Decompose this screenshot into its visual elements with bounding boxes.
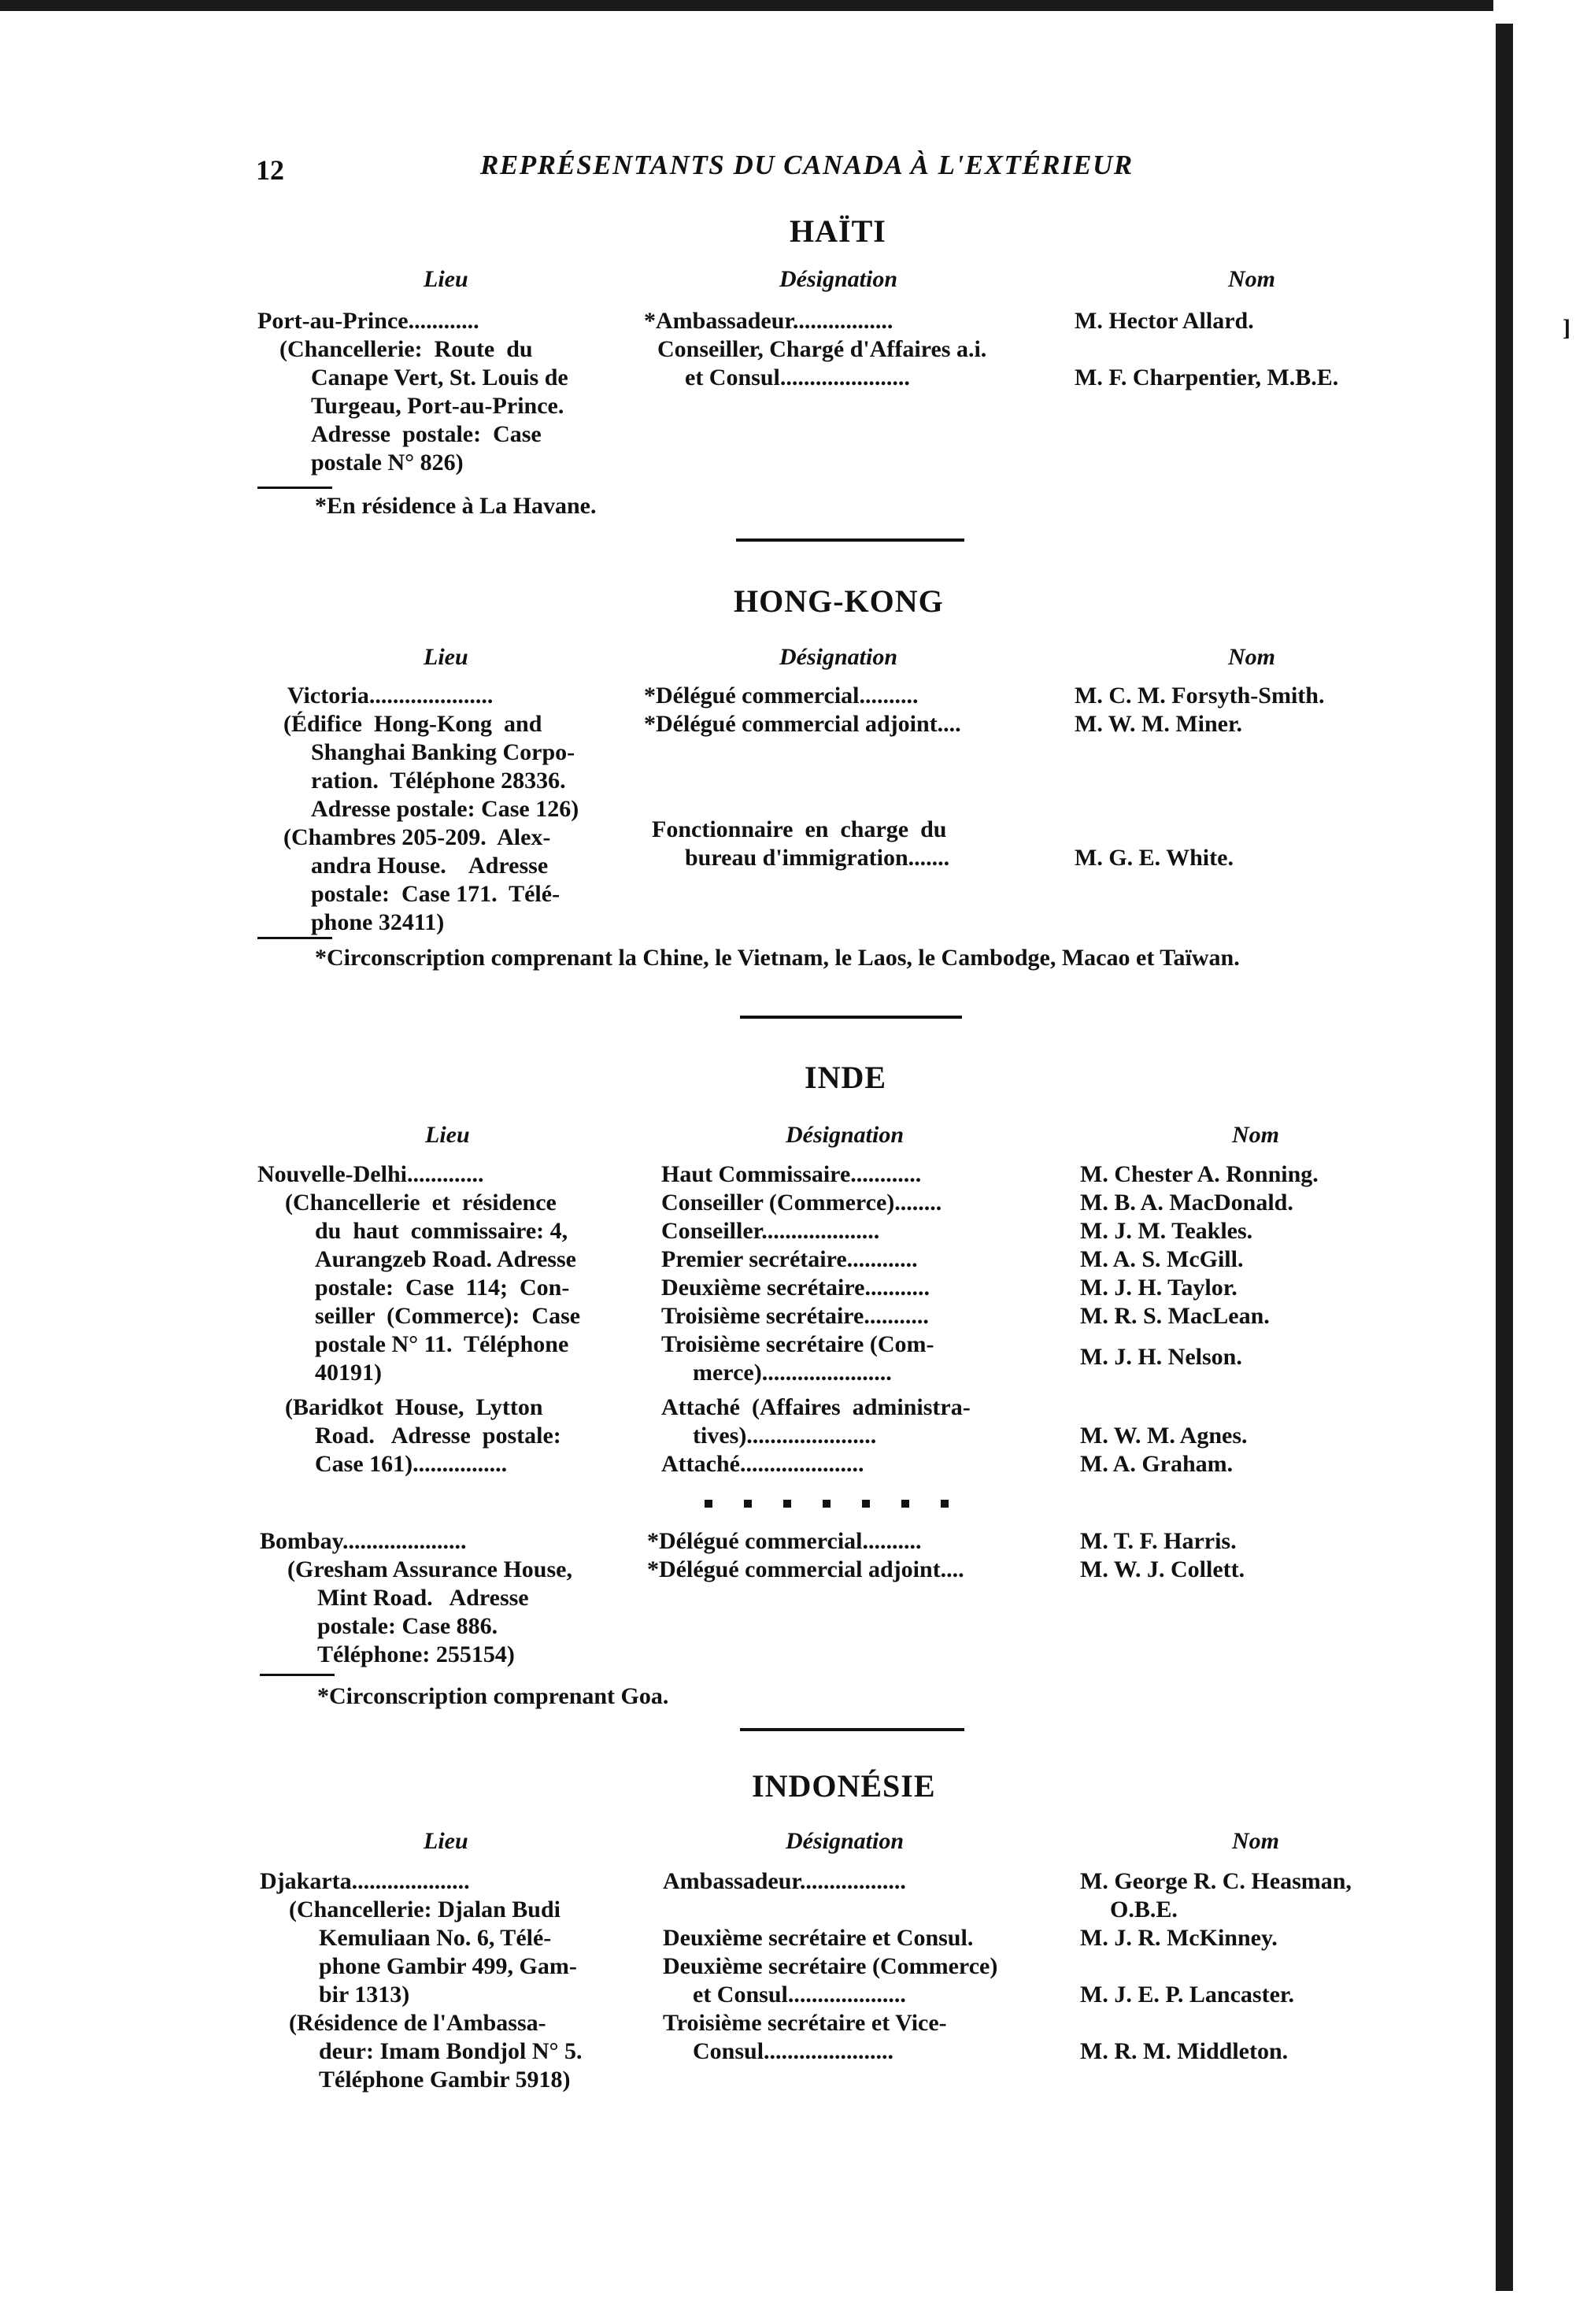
designation-line: Attaché (Affaires administra- xyxy=(661,1394,971,1420)
lieu-line: ration. Téléphone 28336. xyxy=(311,768,566,794)
nom-line: M. A. S. McGill. xyxy=(1080,1246,1244,1272)
footnote: *En résidence à La Havane. xyxy=(315,493,597,519)
lieu-line: postale: Case 114; Con- xyxy=(315,1275,570,1301)
lieu-line: (Chambres 205-209. Alex- xyxy=(283,824,551,850)
nom-line: M. G. E. White. xyxy=(1075,845,1234,871)
designation-line: Attaché..................... xyxy=(661,1451,864,1477)
column-header-designation: Désignation xyxy=(786,1122,905,1148)
column-header-nom: Nom xyxy=(1228,644,1275,670)
lieu-line: (Résidence de l'Ambassa- xyxy=(289,2010,546,2036)
column-header-designation: Désignation xyxy=(779,266,898,292)
nom-line: O.B.E. xyxy=(1110,1897,1178,1922)
designation-line: et Consul.................... xyxy=(693,1982,906,2008)
scan-binding-shadow xyxy=(1496,24,1513,2291)
designation-line: Conseiller, Chargé d'Affaires a.i. xyxy=(657,336,987,362)
nom-line: M. J. M. Teakles. xyxy=(1080,1218,1253,1244)
column-header-lieu: Lieu xyxy=(424,644,468,670)
lieu-line: Mint Road. Adresse xyxy=(317,1585,529,1611)
lieu-line: (Baridkot House, Lytton xyxy=(285,1394,543,1420)
lieu-line: Victoria..................... xyxy=(287,683,494,709)
scan-top-edge xyxy=(0,0,1576,11)
nom-line: M. F. Charpentier, M.B.E. xyxy=(1075,365,1339,390)
nom-line: M. A. Graham. xyxy=(1080,1451,1234,1477)
column-header-lieu: Lieu xyxy=(424,1828,468,1854)
lieu-line: (Chancellerie: Route du xyxy=(279,336,533,362)
designation-line: Deuxième secrétaire........... xyxy=(661,1275,930,1301)
separator-mark xyxy=(783,1500,791,1508)
nom-line: M. W. J. Collett. xyxy=(1080,1556,1245,1582)
designation-line: Conseiller (Commerce)........ xyxy=(661,1190,942,1216)
nom-line: M. J. H. Taylor. xyxy=(1080,1275,1237,1301)
nom-line: M. R. S. MacLean. xyxy=(1080,1303,1270,1329)
footnote-rule xyxy=(257,487,332,489)
separator-mark xyxy=(705,1500,712,1508)
lieu-line: seiller (Commerce): Case xyxy=(315,1303,581,1329)
designation-line: Premier secrétaire............ xyxy=(661,1246,918,1272)
designation-line: Deuxième secrétaire (Commerce) xyxy=(663,1953,998,1979)
designation-line: *Ambassadeur................. xyxy=(644,308,893,334)
section-title-haiti: HAÏTI xyxy=(790,213,886,249)
column-header-designation: Désignation xyxy=(786,1828,905,1854)
lieu-line: phone Gambir 499, Gam- xyxy=(319,1953,577,1979)
page-number: 12 xyxy=(256,154,284,186)
lieu-line: (Chancellerie: Djalan Budi xyxy=(289,1897,560,1922)
footnote: *Circonscription comprenant Goa. xyxy=(317,1683,669,1709)
nom-line: M. J. H. Nelson. xyxy=(1080,1344,1242,1370)
lieu-line: phone 32411) xyxy=(311,909,445,935)
lieu-line: Canape Vert, St. Louis de xyxy=(311,365,568,390)
lieu-line: (Chancellerie et résidence xyxy=(285,1190,557,1216)
lieu-line: (Édifice Hong-Kong and xyxy=(283,711,542,737)
nom-line: M. J. E. P. Lancaster. xyxy=(1080,1982,1294,2008)
lieu-line: andra House. Adresse xyxy=(311,853,549,879)
lieu-line: Téléphone: 255154) xyxy=(317,1641,515,1667)
lieu-line: Nouvelle-Delhi............. xyxy=(257,1161,484,1187)
designation-line: et Consul...................... xyxy=(685,365,910,390)
lieu-line: Kemuliaan No. 6, Télé- xyxy=(319,1925,552,1951)
designation-line: *Délégué commercial.......... xyxy=(647,1528,922,1554)
designation-line: *Délégué commercial adjoint.... xyxy=(647,1556,964,1582)
lieu-line: Djakarta.................... xyxy=(260,1868,470,1894)
column-header-nom: Nom xyxy=(1228,266,1275,292)
running-title: REPRÉSENTANTS DU CANADA À L'EXTÉRIEUR xyxy=(480,150,1134,180)
designation-line: Troisième secrétaire et Vice- xyxy=(663,2010,947,2036)
footnote: *Circonscription comprenant la Chine, le Vietnam, le Laos, le Cambodge, Macao et Taïwan. xyxy=(315,945,1240,971)
lieu-line: Adresse postale: Case 126) xyxy=(311,796,579,822)
column-header-designation: Désignation xyxy=(779,644,898,670)
lieu-line: (Gresham Assurance House, xyxy=(287,1556,572,1582)
footnote-rule xyxy=(257,937,332,939)
column-header-lieu: Lieu xyxy=(424,266,468,292)
section-divider xyxy=(736,538,964,542)
section-title-indonesie: INDONÉSIE xyxy=(752,1768,936,1804)
section-divider xyxy=(740,1728,964,1731)
nom-line: M. R. M. Middleton. xyxy=(1080,2038,1289,2064)
nom-line: M. B. A. MacDonald. xyxy=(1080,1190,1293,1216)
margin-mark: ] xyxy=(1563,315,1570,341)
column-header-nom: Nom xyxy=(1232,1122,1279,1148)
nom-line: M. T. F. Harris. xyxy=(1080,1528,1237,1554)
nom-line: M. W. M. Miner. xyxy=(1075,711,1243,737)
nom-line: M. C. M. Forsyth-Smith. xyxy=(1075,683,1325,709)
lieu-line: Adresse postale: Case xyxy=(311,421,542,447)
designation-line: Consul...................... xyxy=(693,2038,894,2064)
lieu-line: Road. Adresse postale: xyxy=(315,1423,561,1449)
nom-line: M. George R. C. Heasman, xyxy=(1080,1868,1352,1894)
lieu-line: Port-au-Prince............ xyxy=(257,308,479,334)
lieu-line: Shanghai Banking Corpo- xyxy=(311,739,575,765)
lieu-line: bir 1313) xyxy=(319,1982,410,2008)
lieu-line: Aurangzeb Road. Adresse xyxy=(315,1246,576,1272)
lieu-line: Turgeau, Port-au-Prince. xyxy=(311,393,564,419)
footnote-rule xyxy=(260,1674,335,1676)
lieu-line: 40191) xyxy=(315,1360,382,1386)
nom-line: M. W. M. Agnes. xyxy=(1080,1423,1248,1449)
nom-line: M. Hector Allard. xyxy=(1075,308,1254,334)
separator-mark xyxy=(901,1500,909,1508)
lieu-line: du haut commissaire: 4, xyxy=(315,1218,568,1244)
nom-line: M. J. R. McKinney. xyxy=(1080,1925,1278,1951)
designation-line: Troisième secrétaire........... xyxy=(661,1303,929,1329)
lieu-line: Téléphone Gambir 5918) xyxy=(319,2067,571,2093)
designation-line: Haut Commissaire............ xyxy=(661,1161,922,1187)
designation-line: *Délégué commercial.......... xyxy=(644,683,919,709)
separator-mark xyxy=(823,1500,831,1508)
designation-line: Fonctionnaire en charge du xyxy=(652,816,947,842)
lieu-line: Bombay..................... xyxy=(260,1528,467,1554)
section-title-hongkong: HONG-KONG xyxy=(734,583,944,619)
lieu-line: Case 161)................ xyxy=(315,1451,508,1477)
designation-line: Conseiller.................... xyxy=(661,1218,880,1244)
designation-line: Deuxième secrétaire et Consul. xyxy=(663,1925,974,1951)
lieu-line: postale: Case 886. xyxy=(317,1613,498,1639)
lieu-line: postale N° 11. Téléphone xyxy=(315,1331,569,1357)
designation-line: *Délégué commercial adjoint.... xyxy=(644,711,961,737)
designation-line: tives)...................... xyxy=(693,1423,877,1449)
separator-mark xyxy=(941,1500,949,1508)
nom-line: M. Chester A. Ronning. xyxy=(1080,1161,1319,1187)
section-divider xyxy=(740,1016,962,1019)
separator-mark xyxy=(862,1500,870,1508)
separator-mark xyxy=(744,1500,752,1508)
lieu-line: deur: Imam Bondjol N° 5. xyxy=(319,2038,583,2064)
designation-line: Ambassadeur.................. xyxy=(663,1868,906,1894)
lieu-line: postale: Case 171. Télé- xyxy=(311,881,560,907)
column-header-nom: Nom xyxy=(1232,1828,1279,1854)
designation-line: bureau d'immigration....... xyxy=(685,845,950,871)
designation-line: Troisième secrétaire (Com- xyxy=(661,1331,934,1357)
section-title-inde: INDE xyxy=(805,1060,887,1095)
column-header-lieu: Lieu xyxy=(425,1122,470,1148)
designation-line: merce)...................... xyxy=(693,1360,892,1386)
lieu-line: postale N° 826) xyxy=(311,450,464,476)
